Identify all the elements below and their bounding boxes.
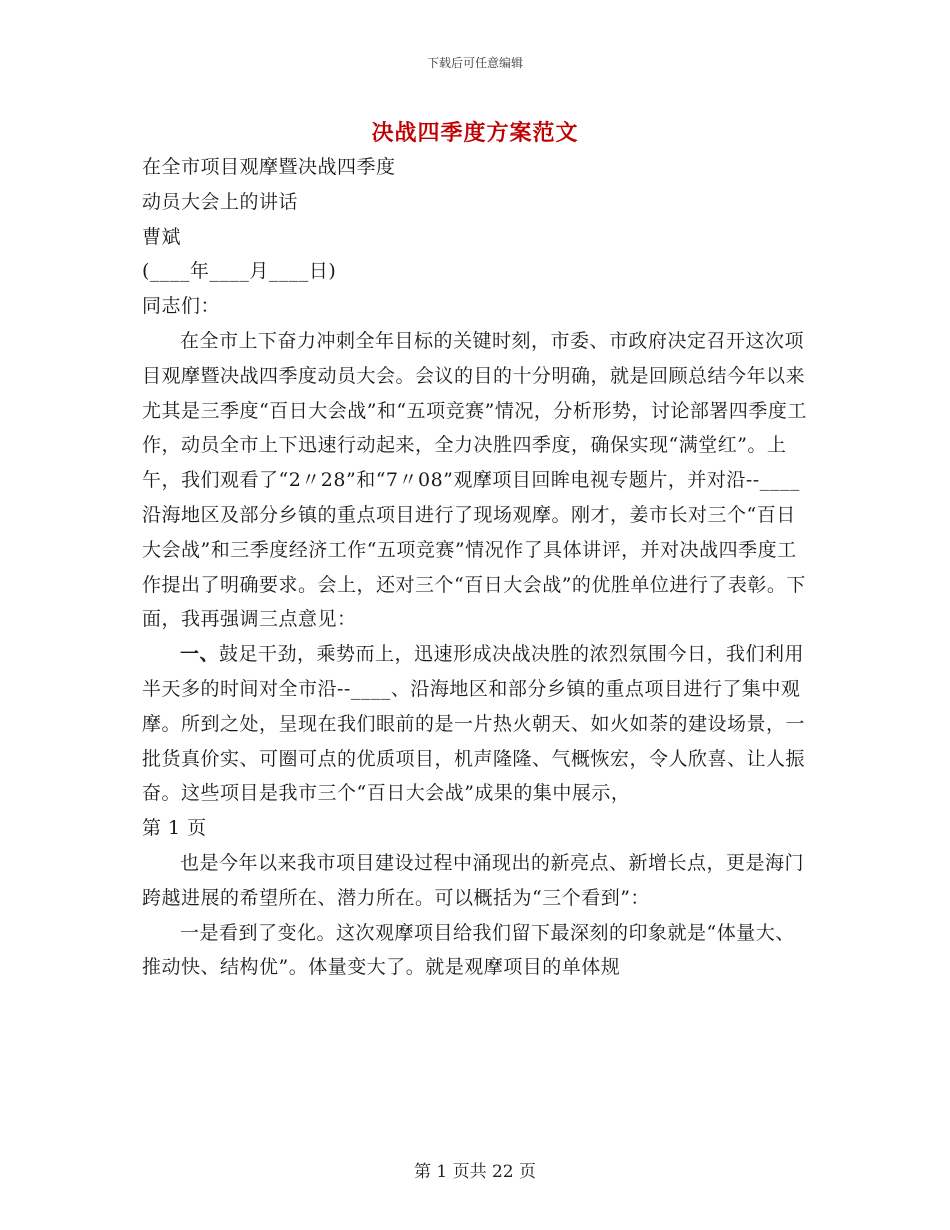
paragraph-3: 一是看到了变化。这次观摩项目给我们留下最深刻的印象就是“体量大、推动快、结构优”。体量变大了。就是观摩项目的单体规 xyxy=(142,921,795,979)
section-1-text: 鼓足干劲，乘势而上，迅速形成决战决胜的浓烈氛围今日，我们利用半天多的时间对全市沿--____、沿海地区和部分乡镇的重点项目进行了集中观摩。所到之处，呈现在我们眼前的是一片热火朝天、如火如荼的建设场景，一批货真价实、可圈可点的优质项目，机声隆隆、气概恢宏，令人欣喜、让人振奋。这些项目是我市三个“百日大会战”成果的集中展示， xyxy=(142,643,806,805)
paragraph-2: 也是今年以来我市项目建设过程中涌现出的新亮点、新增长点，更是海门跨越进展的希望所在、潜力所在。可以概括为“三个看到”： xyxy=(142,851,805,909)
speech-occasion-line: 在全市项目观摩暨决战四季度 xyxy=(142,156,396,178)
page-footer: 第 1 页共 22 页 xyxy=(413,1162,537,1182)
date-line: (____年____月____日) xyxy=(142,260,337,283)
page-marker: 第 1 页 xyxy=(142,817,207,840)
section-1-heading: 一、 xyxy=(180,643,220,666)
document-body xyxy=(142,150,814,985)
header-note: 下载后可任意编辑 xyxy=(426,56,523,70)
speaker-name: 曹斌 xyxy=(142,225,182,248)
salutation: 同志们： xyxy=(142,295,221,318)
speech-subtitle-line: 动员大会上的讲话 xyxy=(142,190,299,213)
section-1-paragraph xyxy=(142,637,814,811)
document-title: 决战四季度方案范文 xyxy=(371,120,579,146)
paragraph-1: 在全市上下奋力冲刺全年目标的关键时刻，市委、市政府决定召开这次项目观摩暨决战四季度动员大会。会议的目的十分明确，就是回顾总结今年以来尤其是三季度“百日大会战”和“五项竞赛”情况，分析形势，讨论部署四季度工作，动员全市上下迅速行动起来，全力决胜四季度，确保实现“满堂红”。上午，我们观看了“2〃28”和“7〃08”观摩项目回眸电视专题片，并对沿--____沿海地区及部分乡镇的重点项目进行了现场观摩。刚才，姜市长对三个“百日大会战”和三季度经济工作“五项竞赛”情况作了具体讲评，并对决战四季度工作提出了明确要求。会上，还对三个“百日大会战”的优胜单位进行了表彰。下面，我再强调三点意见： xyxy=(142,329,807,631)
